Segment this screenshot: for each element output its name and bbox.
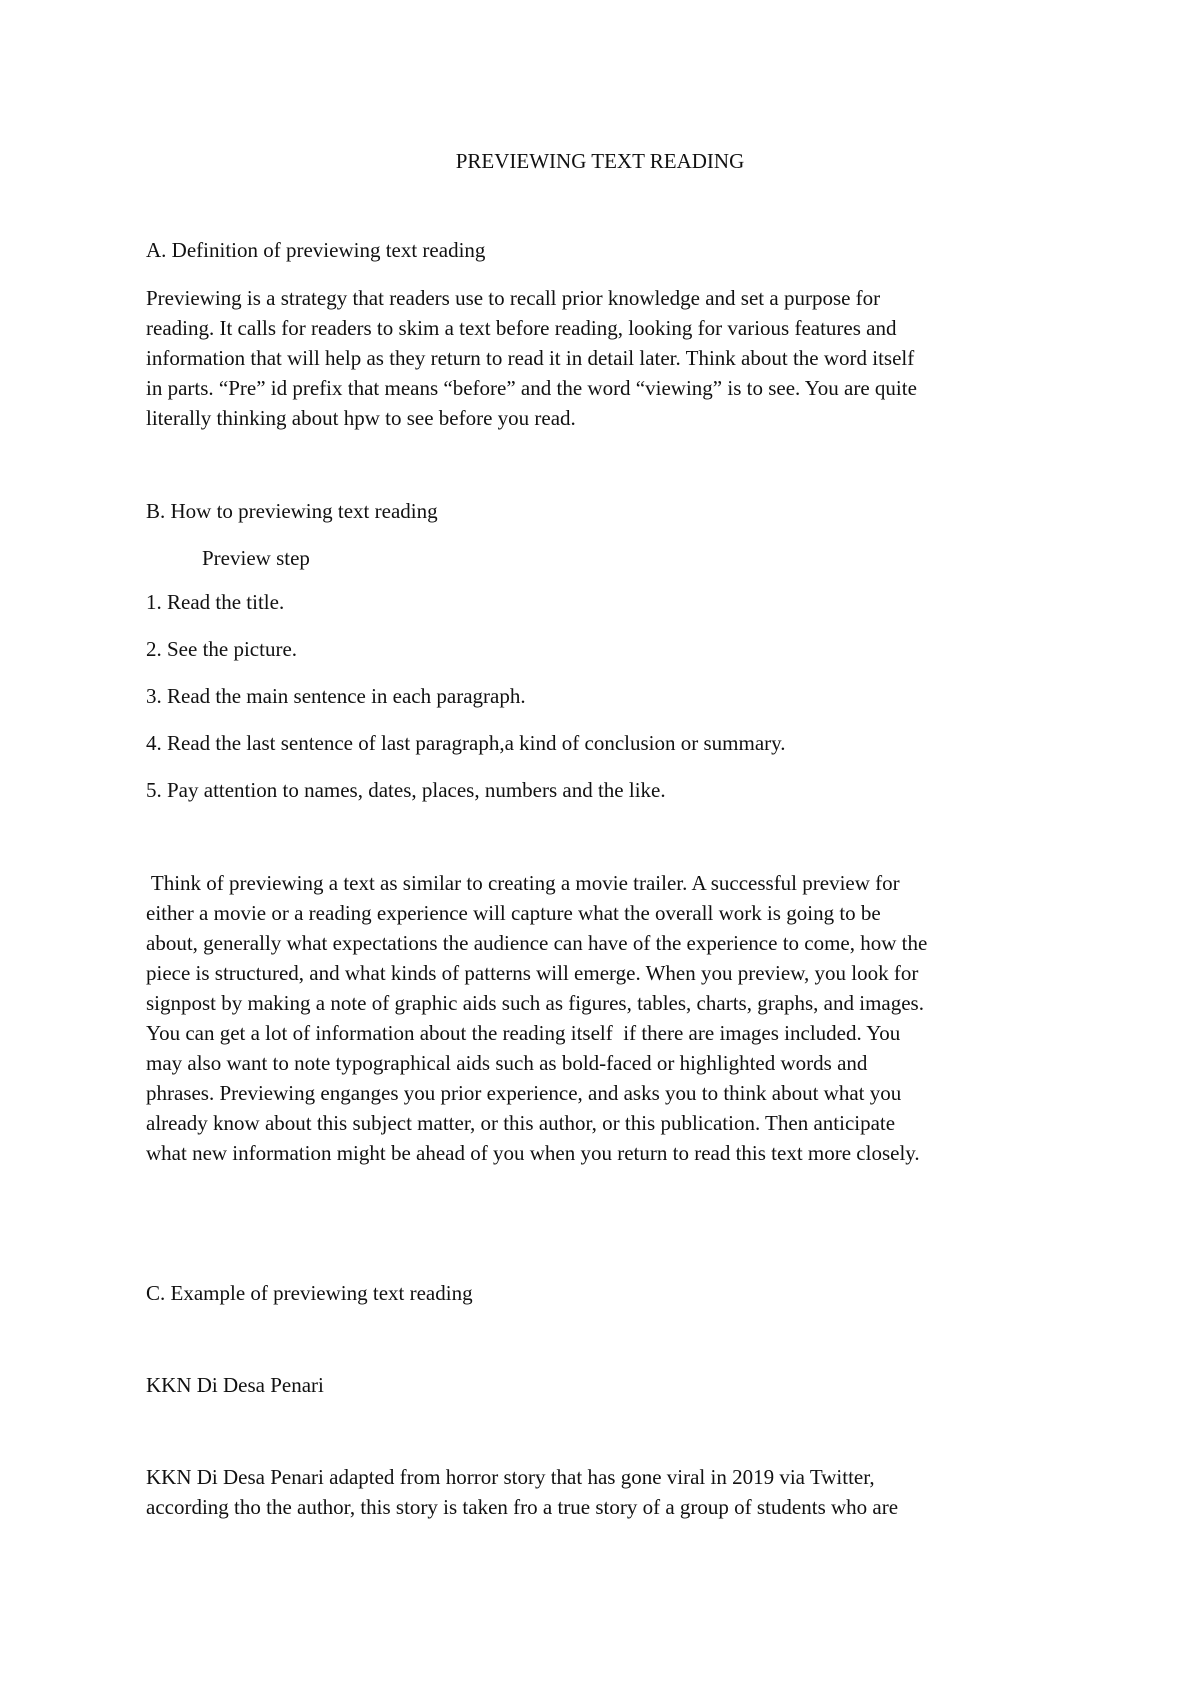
- paragraph-line: signpost by making a note of graphic aids such as figures, tables, charts, graphs, and images.: [146, 991, 924, 1015]
- section-c-paragraph: [146, 1462, 1066, 1522]
- list-item: 5. Pay attention to names, dates, places, numbers and the like.: [146, 778, 666, 802]
- paragraph-line: what new information might be ahead of you when you return to read this text more closely.: [146, 1141, 920, 1165]
- paragraph-line: information that will help as they return to read it in detail later. Think about the word itself: [146, 346, 915, 370]
- section-b-paragraph: [146, 868, 1066, 1168]
- section-b-heading: B. How to previewing text reading: [146, 499, 438, 523]
- list-item: 1. Read the title.: [146, 590, 285, 614]
- list-item: 4. Read the last sentence of last paragraph,a kind of conclusion or summary.: [146, 731, 786, 755]
- paragraph-line: phrases. Previewing enganges you prior experience, and asks you to think about what you: [146, 1081, 902, 1105]
- list-item: 2. See the picture.: [146, 637, 298, 661]
- paragraph-line: may also want to note typographical aids such as bold-faced or highlighted words and: [146, 1051, 868, 1075]
- paragraph-line: You can get a lot of information about the reading itself if there are images included. You: [146, 1021, 901, 1045]
- paragraph-line: reading. It calls for readers to skim a text before reading, looking for various features and: [146, 316, 897, 340]
- section-c-heading: C. Example of previewing text reading: [146, 1281, 473, 1305]
- paragraph-line: in parts. “Pre” id prefix that means “before” and the word “viewing” is to see. You are quite: [146, 376, 917, 400]
- paragraph-line: either a movie or a reading experience will capture what the overall work is going to be: [146, 901, 881, 925]
- paragraph-line: about, generally what expectations the audience can have of the experience to come, how the: [146, 931, 928, 955]
- document-title: PREVIEWING TEXT READING: [455, 149, 745, 173]
- example-title: KKN Di Desa Penari: [146, 1373, 324, 1397]
- section-b-subheading: Preview step: [202, 546, 310, 570]
- paragraph-line: Previewing is a strategy that readers use to recall prior knowledge and set a purpose for: [146, 286, 881, 310]
- list-item: 3. Read the main sentence in each paragraph.: [146, 684, 526, 708]
- section-a-heading: A. Definition of previewing text reading: [146, 238, 486, 262]
- paragraph-line: already know about this subject matter, or this author, or this publication. Then anticipate: [146, 1111, 896, 1135]
- paragraph-line: literally thinking about hpw to see before you read.: [146, 406, 576, 430]
- paragraph-line: piece is structured, and what kinds of patterns will emerge. When you preview, you look for: [146, 961, 919, 985]
- section-a-paragraph: [146, 283, 1066, 433]
- paragraph-line: Think of previewing a text as similar to creating a movie trailer. A successful preview for: [146, 871, 900, 895]
- paragraph-line: according tho the author, this story is taken fro a true story of a group of students who are: [146, 1495, 899, 1519]
- paragraph-line: KKN Di Desa Penari adapted from horror story that has gone viral in 2019 via Twitter,: [146, 1465, 875, 1489]
